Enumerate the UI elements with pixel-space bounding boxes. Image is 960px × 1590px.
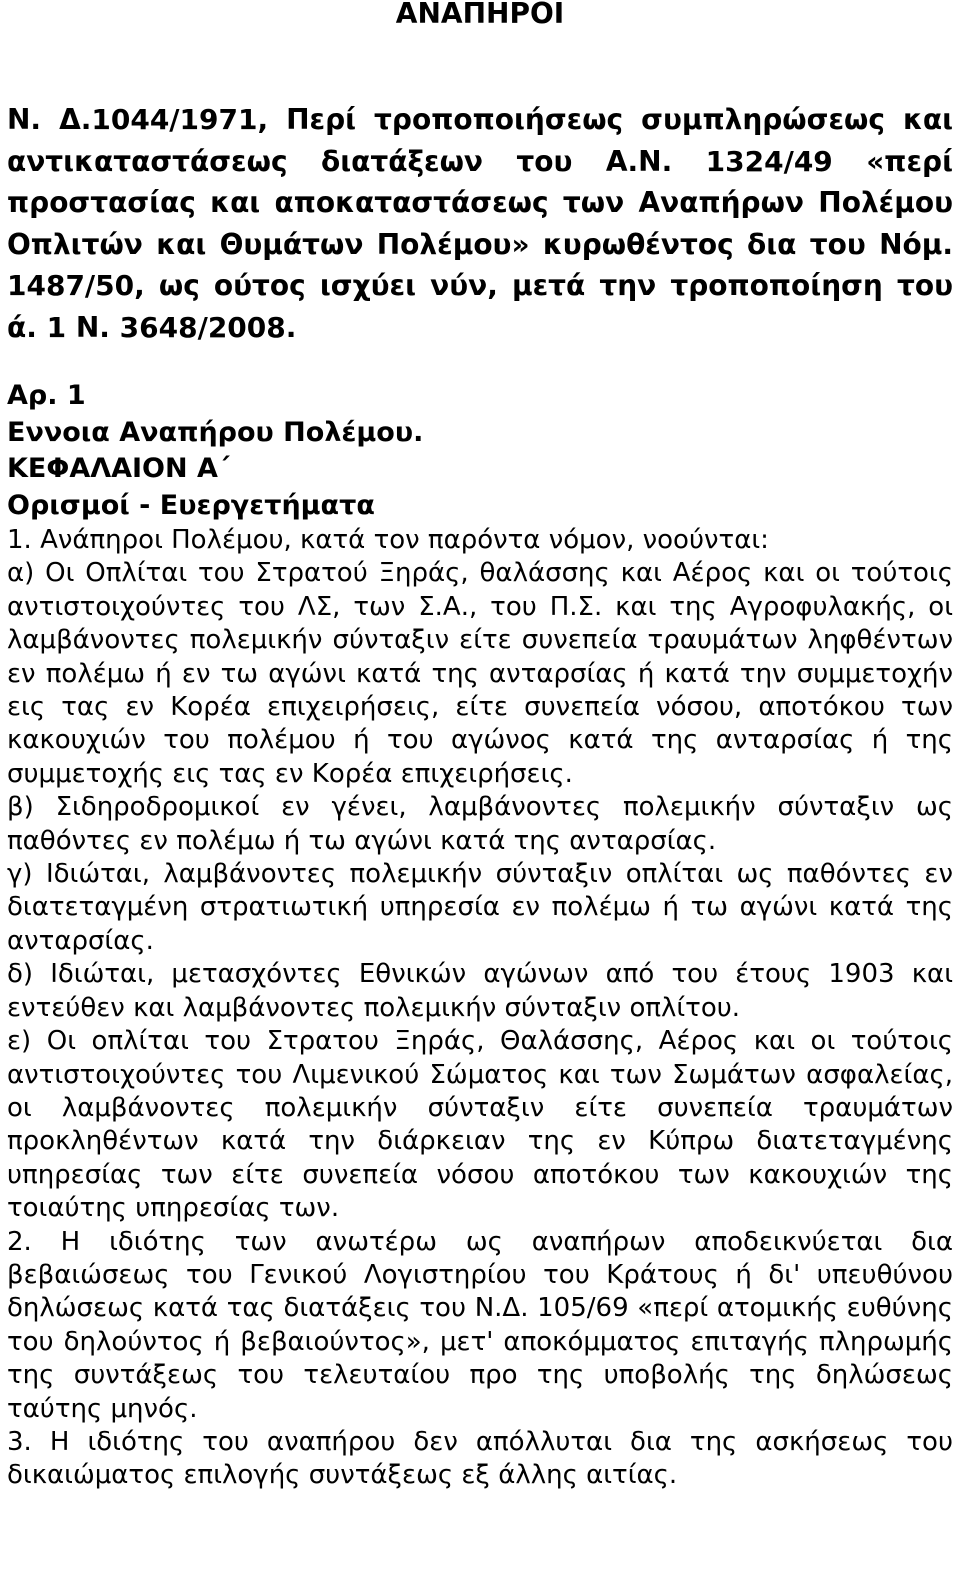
- document-page: [7, 0, 953, 1493]
- paragraph-1c: γ) Ιδιώται, λαμβάνοντες πολεμικήν σύνταξιν οπλίται ως παθόντες εν διατεταγμένη στρατιωτική υπηρεσία εν πολέμω ή τω αγώνι κατά της ανταρσίας.: [7, 859, 953, 956]
- article-number: Αρ. 1: [7, 380, 86, 411]
- article-title: Εννοια Αναπήρου Πολέμου.: [7, 416, 424, 448]
- law-header: Ν. Δ.1044/1971, Περί τροποποιήσεως συμπληρώσεως και αντικαταστάσεως διατάξεων του Α.Ν. 1324/49 «περί προστασίας και αποκαταστάσεως των Αναπήρων Πολέμου Οπλιτών και Θυμάτων Πολέμου» κυρωθέντος δια του Νόμ. 1487/50, ως ούτος ισχύει νύν, μετά την τροποποίηση του ά. 1 Ν. 3648/2008.: [7, 103, 953, 344]
- paragraph-1: 1. Ανάπηροι Πολέμου, κατά τον παρόντα νόμον, νοούνται:: [7, 525, 769, 555]
- paragraph-2: 2. Η ιδιότης των ανωτέρω ως αναπήρων αποδεικνύεται δια βεβαιώσεως του Γενικού Λογιστηρίου του Κράτους ή δι' υπευθύνου δηλώσεως κατά τας διατάξεις του Ν.Δ. 105/69 «περί ατομικής ευθύνης του δηλούντος ή βεβαιούντος», μετ' αποκόμματος επιταγής πληρωμής της συντάξεως του τελευταίου προ της υποβολής της δηλώσεως ταύτης μηνός.: [7, 1226, 953, 1424]
- paragraph-1b: β) Σιδηροδρομικοί εν γένει, λαμβάνοντες πολεμικήν σύνταξιν ως παθόντες εν πολέμω ή τω αγώνι κατά της ανταρσίας.: [7, 792, 953, 856]
- document-title: ΑΝΑΠΗΡΟΙ: [395, 0, 565, 30]
- paragraph-1d: δ) Ιδιώται, μετασχόντες Εθνικών αγώνων από του έτους 1903 και εντεύθεν και λαμβάνοντες πολεμικήν σύνταξιν οπλίτου.: [7, 959, 953, 1023]
- chapter-title: Ορισμοί - Ευεργετήματα: [7, 489, 375, 521]
- article-body: [7, 524, 953, 1493]
- paragraph-3: 3. Η ιδιότης του αναπήρου δεν απόλλυται δια της ασκήσεως του δικαιώματος επιλογής συντάξεως εξ άλλης αιτίας.: [7, 1426, 953, 1491]
- article-heading-block: [7, 378, 953, 524]
- paragraph-1a: α) Οι Οπλίται του Στρατού Ξηράς, θαλάσσης και Αέρος και οι τούτοις αντιστοιχούντες του ΛΣ, των Σ.Α., του Π.Σ. και της Αγροφυλακής, οι λαμβάνοντες πολεμικήν σύνταξιν είτε συνεπεία τραυμάτων ληφθέντων εν πολέμω ή εν τω αγώνι κατά της ανταρσίας ή κατά την συμμετοχήν εις τας εν Κορέα επιχειρήσεις, είτε συνεπεία νόσου, αποτόκου των κακουχιών του πολέμου ή του αγώνος κατά της ανταρσίας ή της συμμετοχής εις τας εν Κορέα επιχειρήσεις.: [7, 558, 953, 789]
- paragraph-1e: ε) Οι οπλίται του Στρατου Ξηράς, Θαλάσσης, Αέρος και οι τούτοις αντιστοιχούντες του Λιμενικού Σώματος και των Σωμάτων ασφαλείας, οι λαμβάνοντες πολεμικήν σύνταξιν είτε συνεπεία τραυμάτων προκληθέντων κατά την διάρκειαν της εν Κύπρω διατεταγμένης υπηρεσίας των είτε συνεπεία νόσου αποτόκου των κακουχιών της τοιαύτης υπηρεσίας των.: [7, 1026, 953, 1224]
- chapter-heading: ΚΕΦΑΛΑΙΟΝ Α΄: [7, 453, 230, 484]
